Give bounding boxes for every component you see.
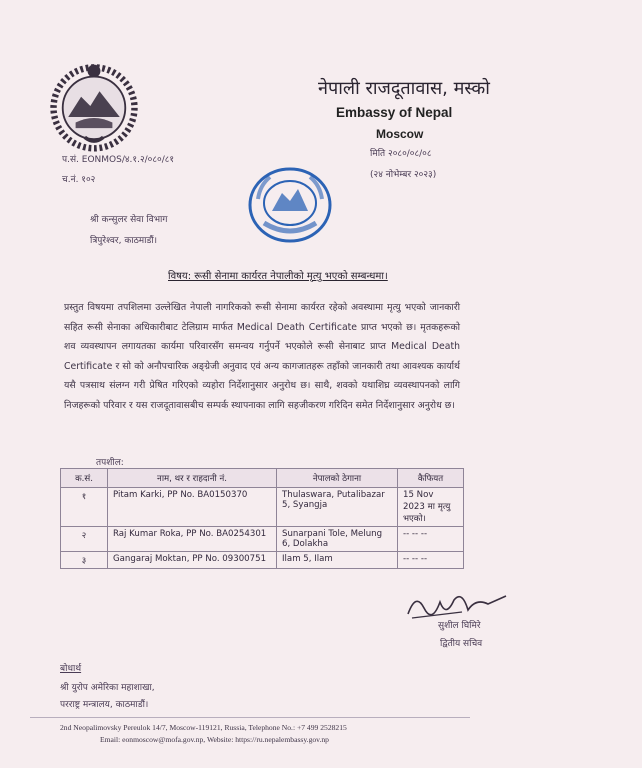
letter-subject: विषय: रूसी सेनामा कार्यरत नेपालीको मृत्यु भएको सम्बन्धमा।: [168, 271, 388, 282]
letter-body: प्रस्तुत विषयमा तपशिलमा उल्लेखित नेपाली नागरिकको रूसी सेनामा कार्यरत रहेको अवस्थामा मृत्यु भएको जानकारी सहित रूसी सेनाका अधिकारीबाट टेलिग्राम मार्फत Medical Death Certificate प्राप्त भएको छ। मृतकहरूको शव व्यवस्थापन लगायतका कार्यमा परिवारसँग समन्वय गर्नुपर्ने भएकोले रूसी सेनाबाट प्राप्त Medical Death Certificate र सो को अनौपचारिक अङ्ग्रेजी अनुवाद एवं अन्य कागजातहरू तहाँको जानकारी तथा आवश्यक कार्यार्थ यसै पत्रसाथ संलग्न गरी प्रेषित गरिएको व्यहोरा निर्देशानुसार अनुरोध छ। साथै, शवको यथाशिघ्र व्यवस्थापनको लागि निजहरूको परिवार र यस राजदूतावासबीच सम्पर्क स्थापनाका लागि सहजीकरण गरिदिन समेत निर्देशानुसार अनुरोध छ।: [64, 302, 460, 411]
table-row: [61, 552, 464, 569]
table-row: [61, 527, 464, 552]
details-table: [60, 468, 464, 569]
footer-contact: Email: eonmoscow@mofa.gov.np, Website: https://ru.nepalembassy.gov.np: [100, 735, 329, 744]
footer-address: 2nd Neopalimovsky Pereulok 14/7, Moscow-119121, Russia, Telephone No.: +7 499 2528215: [60, 723, 347, 732]
embassy-name-english: Embassy of Nepal: [336, 105, 453, 120]
date-bs: मिति २०८०/०८/०८: [370, 149, 432, 159]
signatory-title: द्वितीय सचिव: [440, 639, 483, 649]
header-address: नेपालको ठेगाना: [277, 469, 398, 488]
row-name-passport: Pitam Karki, PP No. BA0150370: [108, 488, 277, 527]
row-sn: ३: [61, 552, 108, 569]
row-name-passport: Raj Kumar Roka, PP No. BA0254301: [108, 527, 277, 552]
details-label: तपशील:: [96, 458, 124, 468]
row-name-passport: Gangaraj Moktan, PP No. 09300751: [108, 552, 277, 569]
row-remarks: -- -- --: [398, 552, 464, 569]
header-remarks: कैफियत: [398, 469, 464, 488]
cc-label: बोधार्थ: [60, 664, 82, 674]
table-header-row: [61, 469, 464, 488]
row-remarks: 15 Nov 2023 मा मृत्यु भएको।: [398, 488, 464, 527]
row-address: Ilam 5, Ilam: [277, 552, 398, 569]
row-address: Sunarpani Tole, Melung 6, Dolakha: [277, 527, 398, 552]
nepal-emblem-icon: [48, 60, 140, 152]
footer-divider: [30, 717, 470, 718]
row-sn: १: [61, 488, 108, 527]
header-sn: क.सं.: [61, 469, 108, 488]
cc-line-2: परराष्ट्र मन्त्रालय, काठमाडौं।: [60, 700, 149, 710]
row-sn: २: [61, 527, 108, 552]
date-ad: (२४ नोभेम्बर २०२३): [370, 170, 437, 180]
reference-number: प.सं. EONMOS/४.१.२/०८०/८१: [62, 155, 175, 165]
row-address: Thulaswara, Putalibazar 5, Syangja: [277, 488, 398, 527]
row-remarks: -- -- --: [398, 527, 464, 552]
table-row: [61, 488, 464, 527]
recipient-line-1: श्री कन्सुलर सेवा विभाग: [90, 215, 168, 225]
recipient-line-2: त्रिपुरेश्वर, काठमाडौं।: [90, 236, 158, 246]
dispatch-number: च.नं. १०२: [62, 175, 96, 185]
embassy-city: Moscow: [376, 127, 424, 141]
embassy-name-nepali: नेपाली राजदूतावास, मस्को: [318, 78, 490, 99]
cc-line-1: श्री युरोप अमेरिका महाशाखा,: [60, 683, 155, 693]
header-name-passport: नाम, थर र राहदानी नं.: [108, 469, 277, 488]
embassy-seal-stamp: [242, 163, 338, 247]
signatory-name: सुशील घिमिरे: [438, 621, 481, 631]
